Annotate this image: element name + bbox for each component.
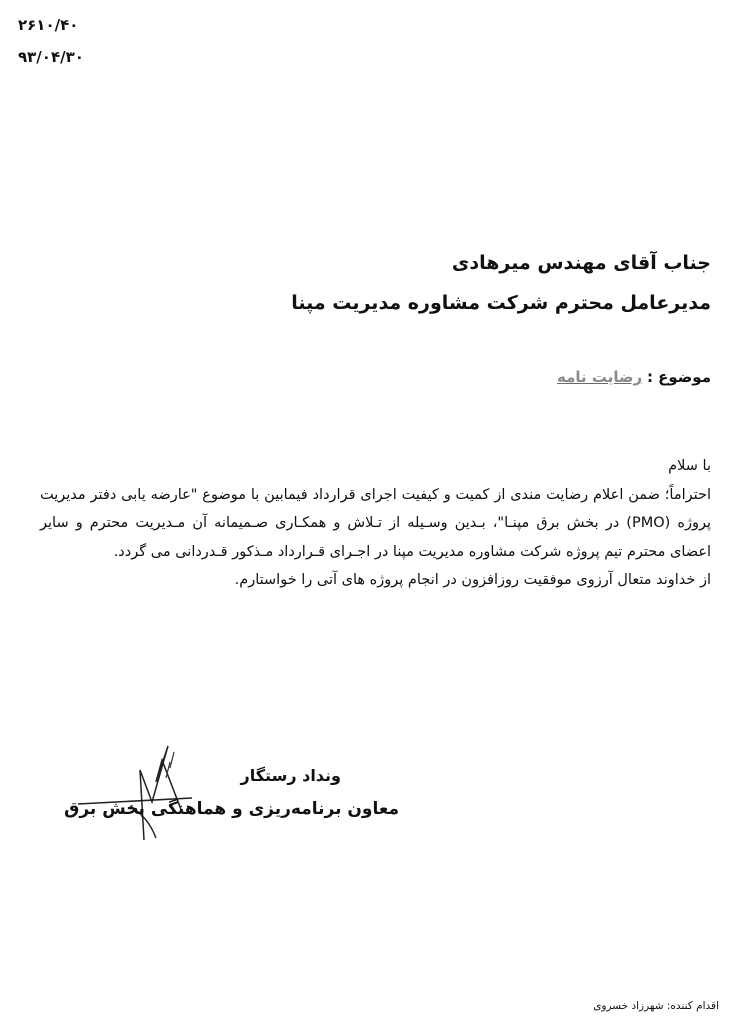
letter-date: ۹۳/۰۴/۳۰ [18,48,84,66]
addressee-title: مدیرعامل محترم شرکت مشاوره مدیریت مپنا [291,292,711,314]
body-paragraph-wishes: از خداوند متعال آرزوی موفقیت روزافزون در انجام پروژه های آتی را خواستارم. [234,572,711,588]
signer-title: معاون برنامه‌ریزی و هماهنگی بخش برق [64,799,399,819]
greeting: با سلام [668,458,711,474]
letter-body [40,452,711,595]
subject-line [557,368,711,386]
prepared-by-note: اقدام کننده: شهرزاد خسروی [593,1000,719,1012]
reference-number: ۲۶۱۰/۴۰ [18,16,79,34]
subject-value: رضایت نامه [557,368,643,386]
body-paragraph-appreciation: احتراماً؛ ضمن اعلام رضایت مندی از کمیت و کیفیت اجرای قرارداد فیمابین با موضوع "عارضه یابی دفتر مدیریت پروژه (PMO) در بخش برق مپنـا"، بـدین وسـیله از تـلاش و همکـاری صـمیمانه آن مـدیریت محترم و سایر اعضای محترم تیم پروژه شرکت مشاوره مدیریت مپنا در اجـرای قـرارداد مـذکور قـدردانی می گردد. [40,486,712,560]
signer-name: ونداد رستگار [240,766,341,785]
subject-label: موضوع : [646,368,711,386]
signature-block [64,766,399,819]
addressee-name: جناب آقای مهندس میرهادی [451,252,711,274]
